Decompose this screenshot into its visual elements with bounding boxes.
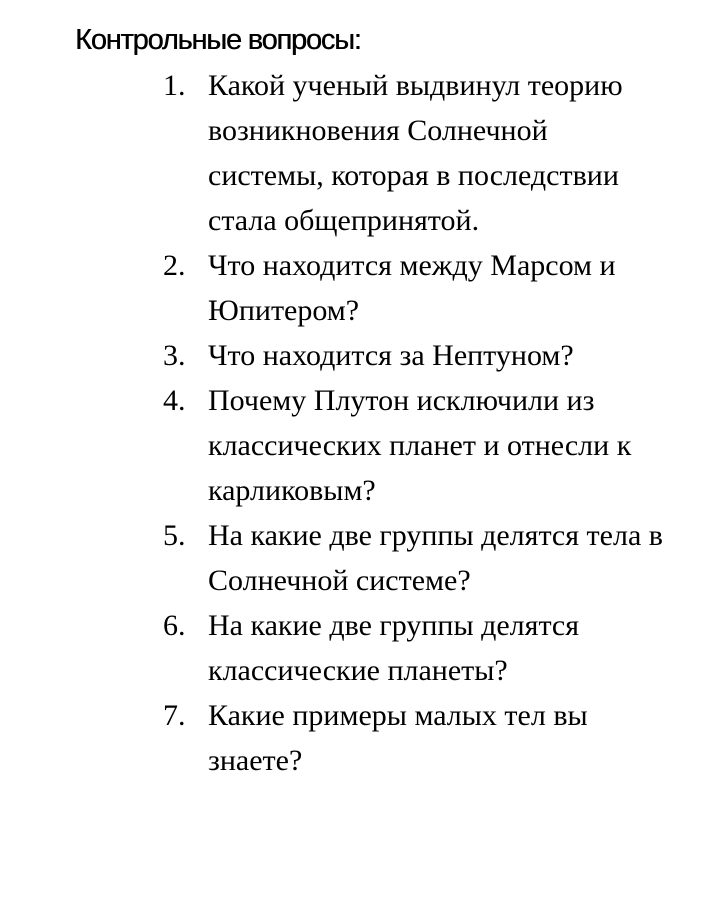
list-item [160, 693, 670, 783]
item-number: 5. [163, 519, 186, 552]
list-item [160, 378, 670, 513]
item-number: 2. [163, 249, 186, 282]
item-number: 4. [163, 384, 186, 417]
item-text: На какие две группы делятся тела в Солнечной системе? [208, 519, 663, 597]
item-text: Почему Плутон исключили из классических планет и отнесли к карликовым? [208, 384, 632, 507]
questions-list [160, 63, 670, 783]
item-number: 7. [163, 699, 186, 732]
list-item [160, 63, 670, 243]
section-heading: Контрольные вопросы: [75, 24, 361, 56]
item-text: Что находится за Нептуном? [208, 339, 574, 372]
item-number: 6. [163, 609, 186, 642]
item-number: 1. [163, 69, 186, 102]
list-item [160, 243, 670, 333]
item-text: Что находится между Марсом и Юпитером? [208, 249, 616, 327]
list-item [160, 513, 670, 603]
item-text: Какой ученый выдвинул теорию возникновения Солнечной системы, которая в последствии стала общепринятой. [208, 69, 623, 237]
list-item [160, 603, 670, 693]
item-number: 3. [163, 339, 186, 372]
list-item [160, 333, 670, 378]
item-text: Какие примеры малых тел вы знаете? [208, 699, 588, 777]
item-text: На какие две группы делятся классические планеты? [208, 609, 580, 687]
